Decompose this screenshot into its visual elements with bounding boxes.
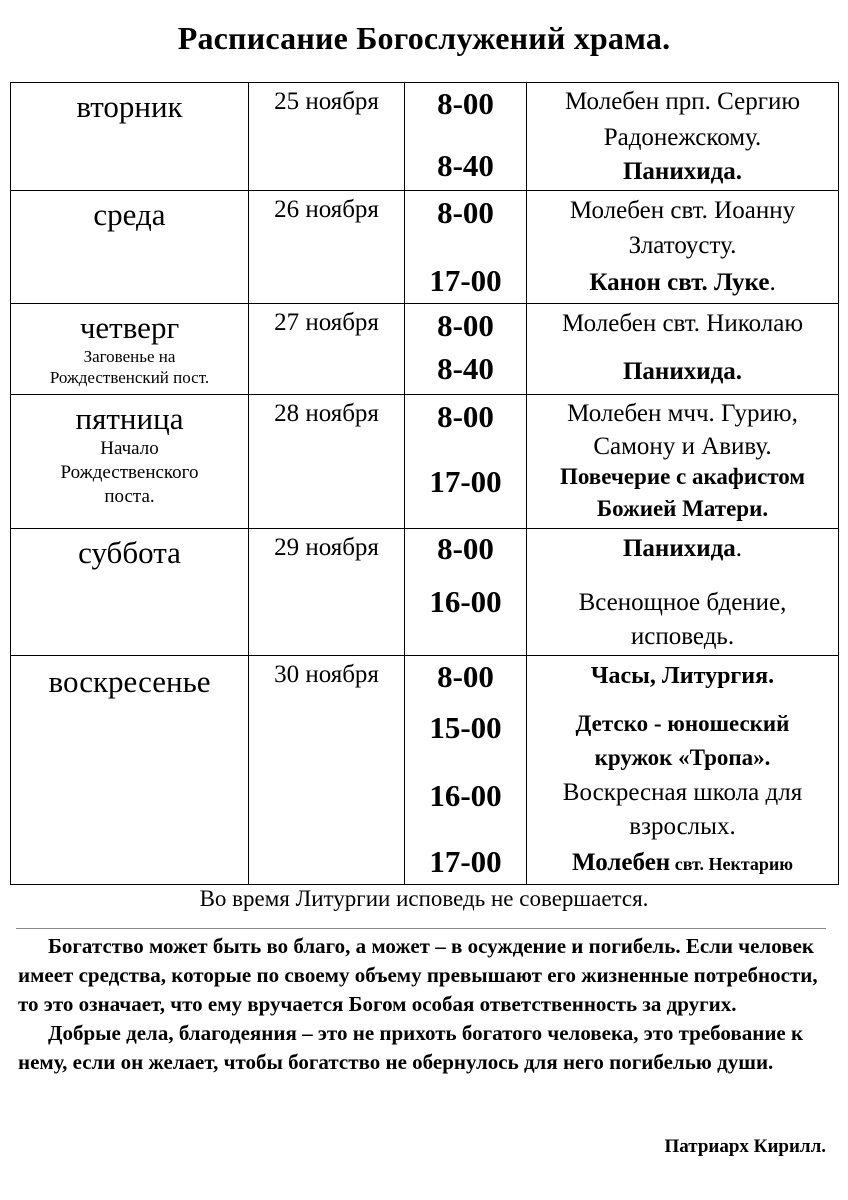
service: Божией Матери. [596,496,769,521]
table-row [11,395,839,529]
day-note: поста. [104,486,155,507]
time: 8-40 [437,148,494,183]
day-name: четверг [79,310,180,345]
divider [16,928,826,929]
day-note: Заговенье на [83,347,176,366]
service: Детско - юношеский [575,711,790,736]
service: Панихида [622,535,736,562]
time: 8-00 [437,195,494,230]
date: 27 ноября [274,309,379,336]
service: кружок «Тропа». [594,745,771,770]
time: 8-00 [437,531,494,566]
time: 17-00 [429,844,502,879]
service: Воскресная школа для [562,779,803,806]
service: Панихида. [622,358,743,385]
service-punct: . [769,269,776,296]
service: Молебен свт. Иоанну [569,197,796,224]
service: Златоусту. [628,232,737,259]
service-small: свт. Нектарию [670,854,794,874]
time: 15-00 [429,710,502,745]
table-row [11,529,839,656]
day-note: Рождественского [60,462,199,483]
signature: Патриарх Кирилл. [664,1136,826,1157]
service: Всенощное бдение, [578,589,787,616]
time: 8-00 [437,86,494,121]
time: 8-40 [437,351,494,386]
service: Молебен [571,849,671,876]
service: взрослых. [629,813,736,840]
service: Панихида. [622,158,743,185]
date: 28 ноября [274,400,379,427]
service-punct: . [735,535,743,562]
quote-paragraph: Добрые дела, благодеяния – это не прихоть богатого человека, это требование к нему, если он желает, чтобы богатство не обернулось для него погибелью души. [18,1021,804,1074]
date: 30 ноября [274,661,379,688]
quote-block [18,932,834,1077]
schedule-table [10,82,839,885]
day-name: вторник [76,89,183,124]
service: Часы, Литургия. [590,663,775,689]
time: 8-00 [437,308,494,343]
page-title: Расписание Богослужений храма. [177,20,671,56]
time: 16-00 [429,778,502,813]
date: 26 ноября [274,196,379,223]
table-row [11,83,839,191]
service: Молебен мчч. Гурию, [567,400,798,427]
table-row [11,191,839,304]
service: Молебен прп. Сергию [564,88,801,115]
day-note: Рождественский пост. [49,368,210,387]
date: 25 ноября [274,88,379,115]
day-name: суббота [78,535,181,570]
service: Повечерие с акафистом [559,464,805,489]
service: Канон свт. Луке [589,269,770,296]
time: 8-00 [437,659,494,694]
service: Радонежскому. [603,124,762,151]
day-note: Начало [100,438,159,459]
time: 17-00 [429,464,502,499]
day-name: среда [93,197,166,232]
quote-paragraph: Богатство может быть во благо, а может – в осуждение и погибель. Если человек имеет средства, которые по своему объему превышают его жизненные потребности, то это означает, что ему вручается Богом особая ответственность за других. [18,934,818,1016]
service: исповедь. [630,623,735,650]
date: 29 ноября [274,534,379,561]
confession-note: Во время Литургии исповедь не совершается. [199,886,649,911]
service: Самону и Авиву. [593,433,772,460]
table-row [11,304,839,395]
table-row [11,656,839,885]
time: 16-00 [429,584,502,619]
time: 17-00 [429,263,502,298]
time: 8-00 [437,399,494,434]
day-name: воскресенье [48,664,211,699]
service: Молебен свт. Николаю [561,310,803,337]
day-name: пятница [75,401,184,436]
